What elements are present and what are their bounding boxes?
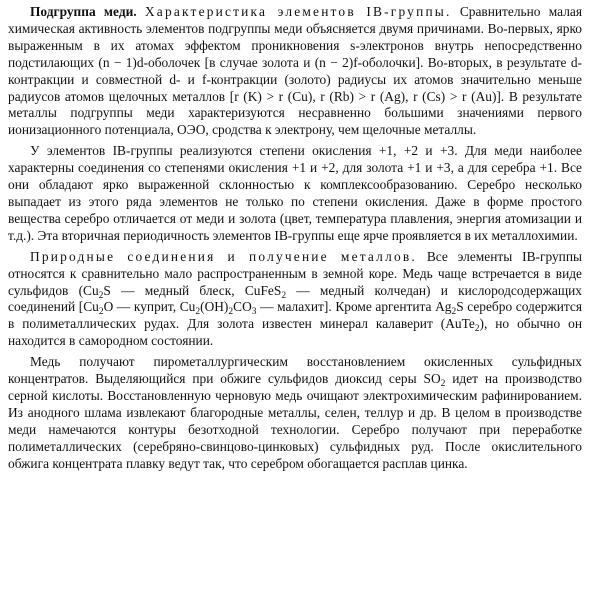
section-subheading-natural-compounds: Природные соединения и получение металлов. [30, 248, 417, 264]
text-run: S — медный блеск, CuFeS [103, 282, 282, 298]
subscript: 2 [98, 290, 104, 301]
subscript: 2 [228, 307, 234, 318]
text-run: Медь получают пирометаллургическим восстановлением окисленных сульфидных концентратов. Выделяющийся при обжиге сульфидов диоксид серы SO [8, 354, 582, 387]
paragraph-oxidation-states [8, 143, 582, 244]
subscript: 2 [440, 379, 446, 390]
section-heading-copper-subgroup: Подгруппа меди. [30, 4, 137, 19]
subscript: 2 [451, 307, 457, 318]
paragraph-characteristics [8, 4, 582, 139]
text-run: ), но обычно он находится в самородном состоянии. [8, 316, 582, 349]
subscript: 3 [251, 307, 257, 318]
text-run: O — куприт, Cu [103, 299, 196, 315]
paragraph-text: Сравнительно малая химическая активность элементов подгруппы меди объясняется двумя причинами. Во-первых, ярко выраженным в их атомах эффектом проникновения s-электронов внутрь непосредственно подстилающих (n − 1)d-оболочек [в случае золота и (n − 2)f-оболочки]. Во-вторых, в результате d-контракции и совместной d- и f-контракции (золото) радиусы их атомов значительно меньше радиусов атомов щелочных металлов [r (K) > r (Cu), r (Rb) > r (Ag), r (Cs) > r (Au)]. В результате металлы подгруппы меди характеризуются несравненно большими значениями первого ионизационного потенциала, ОЭО, сродства к электрону, чем щелочные металлы. [8, 4, 582, 138]
text-run: Все элементы IB-группы относятся к сравнительно мало распространенным в земной коре. Медь чаще встречается в виде сульфидов (Cu [8, 248, 582, 298]
text-run: (OH) [200, 299, 229, 315]
subscript: 2 [474, 324, 480, 335]
paragraph-copper-production [8, 354, 582, 472]
section-subheading-characteristics: Характеристика элементов IB-группы. [144, 4, 452, 19]
text-run: — медный колчедан) и кислородсодержащих соединений [Cu [8, 282, 582, 315]
text-run: — малахит]. Кроме аргентита Ag [256, 299, 452, 315]
subscript: 2 [98, 307, 104, 318]
subscript: 2 [195, 307, 201, 318]
paragraph-text: У элементов IB-группы реализуются степени окисления +1, +2 и +3. Для меди наиболее характерны соединения со степенями окисления +1 и +2, для золота +1 и +3, а для серебра +1. Все они обладают ярко выраженной склонностью к комплексообразованию. Серебро несколько выпадает из этого ряда элементов не только по степени окисления. Даже в форме простого вещества серебро отличается от меди и золота (цвет, температура плавления, энергия атомизации и т.д.). Эта вторичная периодичность элементов IB-группы еще ярче проявляется в их металлохимии. [8, 143, 582, 243]
text-run: CO [233, 299, 252, 315]
paragraph-natural-compounds [8, 249, 582, 350]
subscript: 2 [281, 290, 287, 301]
text-run: S серебро содержится в полиметаллических рудах. Для золота известен минерал калаверит (AuTe [8, 299, 582, 332]
text-run: идет на производство серной кислоты. Восстановленную черновую медь очищают электрохимическим рафинированием. Из анодного шлама извлекают благородные металлы, селен, теллур и др. В целом в производстве меди намечаются контуры безотходной технологии. Серебро получают при переработке полиметаллических (серебряно-свинцово-цинковых) сульфидных руд. После окислительного обжига концентрата плавку ведут так, что серебром обогащается расплав цинка. [8, 371, 582, 471]
